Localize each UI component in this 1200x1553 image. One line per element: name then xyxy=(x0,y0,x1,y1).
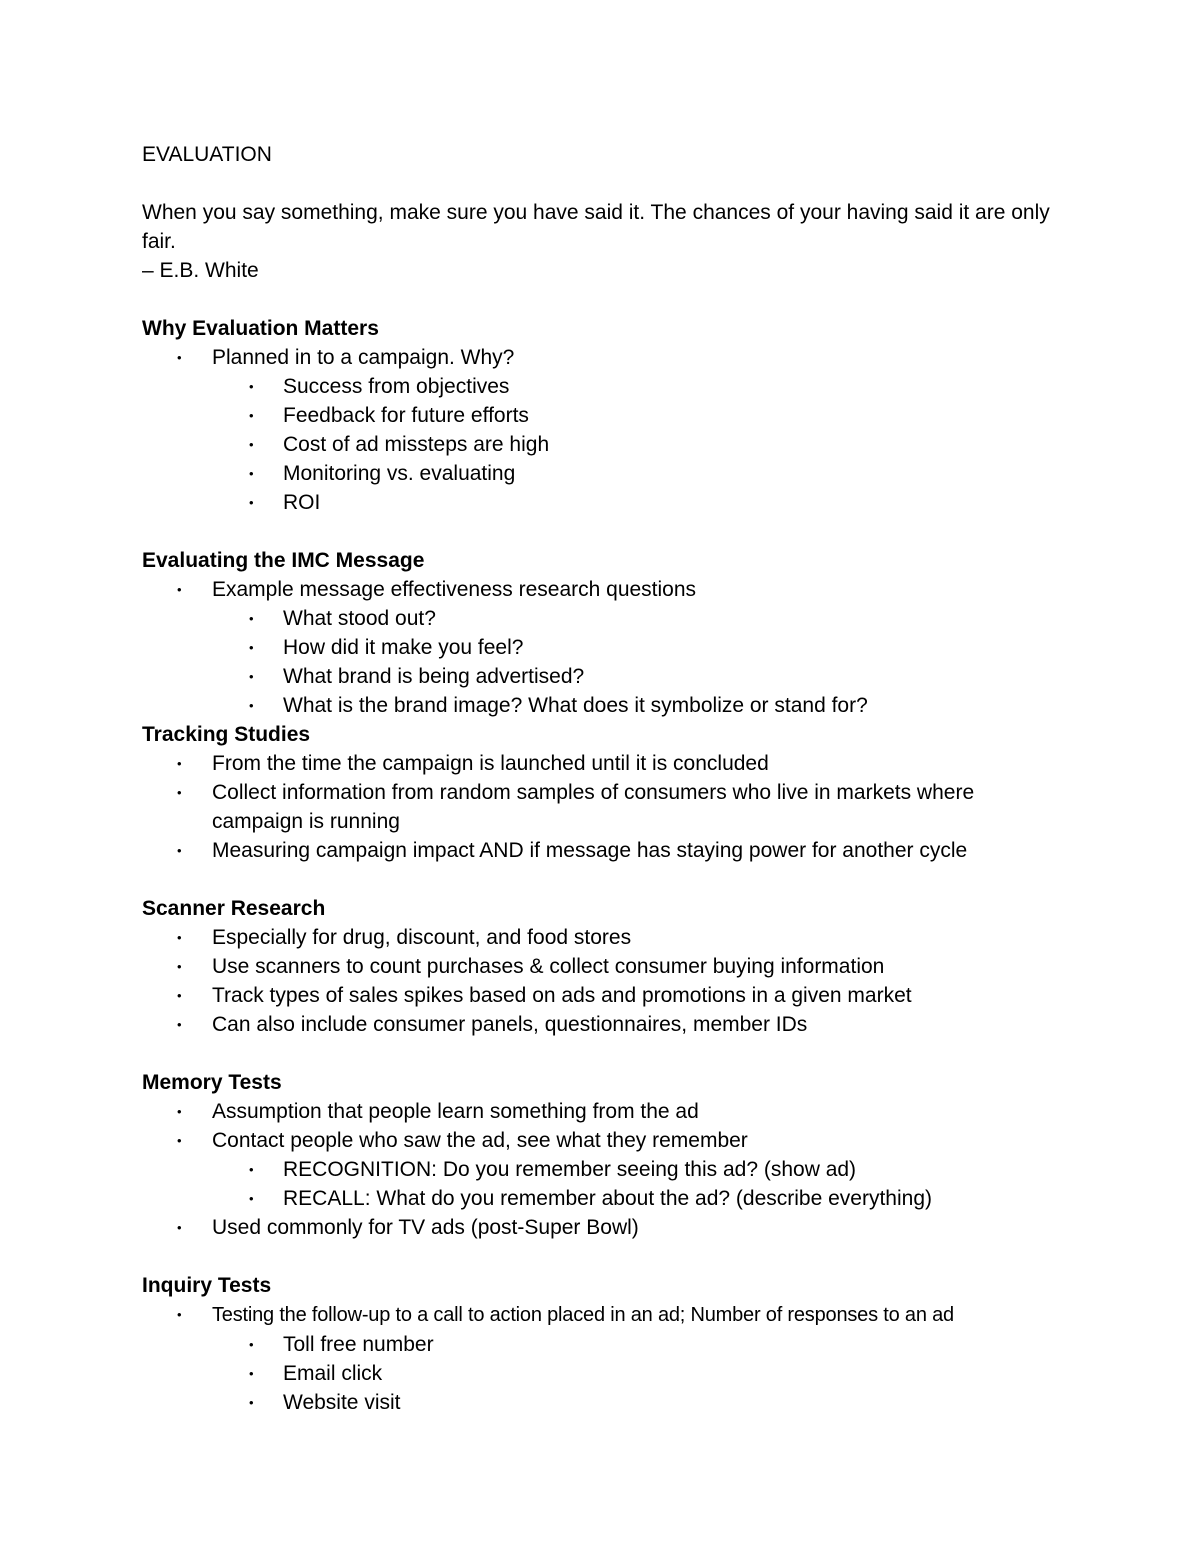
sub-list-item xyxy=(142,372,1062,401)
sub-list-item xyxy=(142,1388,1062,1417)
list-item-text: Planned in to a campaign. Why? xyxy=(212,346,515,369)
bullet-icon: • xyxy=(249,698,254,713)
bullet-icon: • xyxy=(177,1133,182,1148)
list-item-text: How did it make you feel? xyxy=(283,636,524,659)
bullet-icon: • xyxy=(249,379,254,394)
list-item-text: Can also include consumer panels, questionnaires, member IDs xyxy=(212,1013,808,1036)
bullet-icon: • xyxy=(177,959,182,974)
sub-list-item xyxy=(142,633,1062,662)
bullet-icon: • xyxy=(177,843,182,858)
sub-list-item xyxy=(142,691,1062,720)
sub-list-item xyxy=(142,1184,1062,1213)
list-item-text: Toll free number xyxy=(283,1333,434,1356)
bullet-icon: • xyxy=(249,408,254,423)
quote-text: When you say something, make sure you have said it. The chances of your having said it are only fair. xyxy=(142,201,1050,253)
bullet-list xyxy=(142,923,1062,1039)
list-item-text: From the time the campaign is launched until it is concluded xyxy=(212,752,769,775)
list-item xyxy=(142,1300,1062,1330)
bullet-icon: • xyxy=(177,785,182,800)
list-item-text: Assumption that people learn something from the ad xyxy=(212,1100,699,1123)
sub-list-item xyxy=(142,430,1062,459)
list-item-text: Cost of ad missteps are high xyxy=(283,433,550,456)
bullet-icon: • xyxy=(177,988,182,1003)
bullet-icon: • xyxy=(249,1191,254,1206)
bullet-list xyxy=(142,749,1062,865)
document-body xyxy=(142,140,1062,1417)
list-item-text: Contact people who saw the ad, see what they remember xyxy=(212,1129,748,1152)
sub-list-item xyxy=(142,1155,1062,1184)
bullet-icon: • xyxy=(177,350,182,365)
list-item-text: Measuring campaign impact AND if message has staying power for another cycle xyxy=(212,839,968,862)
bullet-icon: • xyxy=(249,495,254,510)
list-item xyxy=(142,981,1062,1010)
bullet-icon: • xyxy=(177,1017,182,1032)
document-title: EVALUATION xyxy=(142,143,272,166)
list-item xyxy=(142,575,1062,604)
list-item xyxy=(142,343,1062,372)
list-item-text: Monitoring vs. evaluating xyxy=(283,462,516,485)
list-item-text: Website visit xyxy=(283,1391,401,1414)
list-item-text: Track types of sales spikes based on ads and promotions in a given market xyxy=(212,984,912,1007)
bullet-icon: • xyxy=(249,1366,254,1381)
sub-list-item xyxy=(142,604,1062,633)
bullet-icon: • xyxy=(177,930,182,945)
spacer xyxy=(142,865,1062,894)
section-heading-imc-message: Evaluating the IMC Message xyxy=(142,549,425,572)
quote-attribution: – E.B. White xyxy=(142,259,259,282)
bullet-list xyxy=(142,1097,1062,1242)
list-item-text: What brand is being advertised? xyxy=(283,665,585,688)
bullet-icon: • xyxy=(177,756,182,771)
bullet-icon: • xyxy=(249,466,254,481)
list-item-text: Testing the follow-up to a call to action placed in an ad; Number of responses to an ad xyxy=(212,1304,954,1326)
list-item-text: Especially for drug, discount, and food stores xyxy=(212,926,632,949)
bullet-icon: • xyxy=(249,1337,254,1352)
sub-list-item xyxy=(142,459,1062,488)
list-item-text: What stood out? xyxy=(283,607,436,630)
bullet-list xyxy=(142,575,1062,720)
list-item-text: RECOGNITION: Do you remember seeing this ad? (show ad) xyxy=(283,1158,857,1181)
spacer xyxy=(142,1039,1062,1068)
bullet-icon: • xyxy=(177,582,182,597)
list-item xyxy=(142,836,1062,865)
bullet-icon: • xyxy=(249,1395,254,1410)
section-heading-memory-tests: Memory Tests xyxy=(142,1071,282,1094)
section-heading-inquiry-tests: Inquiry Tests xyxy=(142,1274,272,1297)
bullet-icon: • xyxy=(177,1104,182,1119)
list-item xyxy=(142,778,1062,836)
bullet-icon: • xyxy=(249,640,254,655)
sub-list-item xyxy=(142,662,1062,691)
list-item-text: Collect information from random samples of consumers who live in markets where campaign is running xyxy=(212,781,975,833)
bullet-icon: • xyxy=(249,669,254,684)
list-item-text: Used commonly for TV ads (post-Super Bowl) xyxy=(212,1216,639,1239)
list-item-text: RECALL: What do you remember about the ad? (describe everything) xyxy=(283,1187,933,1210)
section-heading-scanner-research: Scanner Research xyxy=(142,897,326,920)
list-item xyxy=(142,1097,1062,1126)
section-heading-tracking-studies: Tracking Studies xyxy=(142,723,311,746)
bullet-list xyxy=(142,343,1062,517)
spacer xyxy=(142,1242,1062,1271)
list-item-text: What is the brand image? What does it symbolize or stand for? xyxy=(283,694,868,717)
section-heading-why-evaluation: Why Evaluation Matters xyxy=(142,317,379,340)
sub-list-item xyxy=(142,1359,1062,1388)
sub-list-item xyxy=(142,1330,1062,1359)
bullet-icon: • xyxy=(249,437,254,452)
bullet-icon: • xyxy=(177,1220,182,1235)
bullet-icon: • xyxy=(249,611,254,626)
list-item xyxy=(142,952,1062,981)
list-item xyxy=(142,1010,1062,1039)
spacer xyxy=(142,517,1062,546)
list-item-text: Example message effectiveness research questions xyxy=(212,578,697,601)
bullet-list xyxy=(142,1300,1062,1417)
list-item-text: Feedback for future efforts xyxy=(283,404,529,427)
list-item-text: Email click xyxy=(283,1362,383,1385)
sub-list-item xyxy=(142,488,1062,517)
spacer xyxy=(142,285,1062,314)
bullet-icon: • xyxy=(249,1162,254,1177)
bullet-icon: • xyxy=(177,1307,182,1322)
list-item xyxy=(142,749,1062,778)
spacer xyxy=(142,169,1062,198)
list-item xyxy=(142,1126,1062,1155)
list-item xyxy=(142,1213,1062,1242)
sub-list-item xyxy=(142,401,1062,430)
list-item-text: Use scanners to count purchases & collect consumer buying information xyxy=(212,955,885,978)
list-item xyxy=(142,923,1062,952)
list-item-text: Success from objectives xyxy=(283,375,510,398)
list-item-text: ROI xyxy=(283,491,321,514)
